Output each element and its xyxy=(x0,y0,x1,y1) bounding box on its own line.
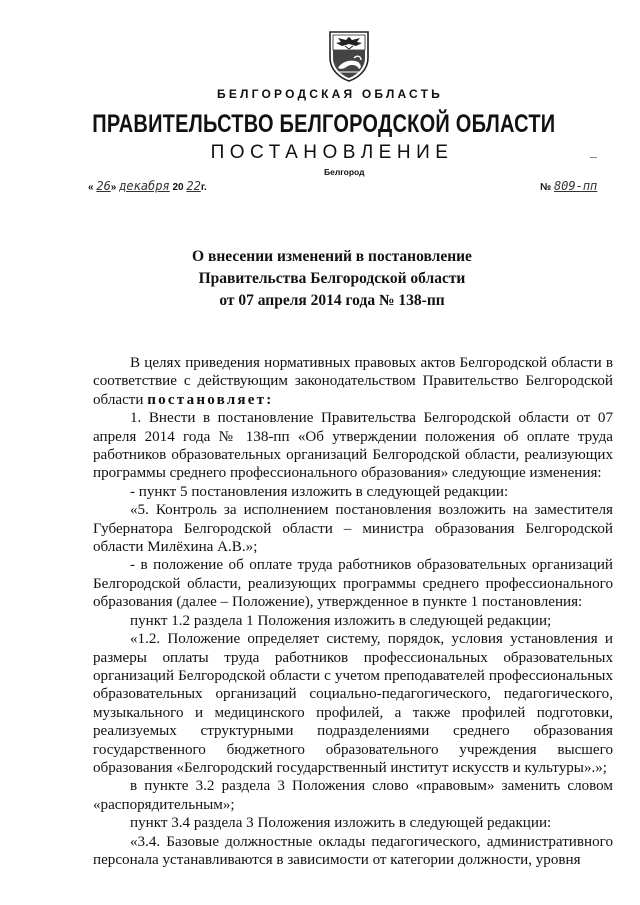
date-day: 26 xyxy=(96,179,111,193)
document-number: 809-пп xyxy=(553,179,598,193)
paragraph-clause-3-4-intro: пункт 3.4 раздела 3 Положения изложить в следующей редакции: xyxy=(130,815,552,832)
title-line-1: О внесении изменений в постановление xyxy=(192,248,472,265)
number-label: № xyxy=(540,182,552,193)
paragraph-clause-1-2-text: «1.2. Положение определяет систему, порядок, условия установления и размеры оплаты труда работников профессиональных образовательных организаций Белгородской области с учетом преподавателей профессиональных образовательных организаций социально-педагогического, педагогического, музыкального и медицинского профилей, а также профилей подготовки, реализуемых структурными подразделениями среднего образования государственного бюджетного образовательного учреждения высшего образования «Белгородский государственный институт искусств и культуры».»; xyxy=(93,631,613,776)
resolves-keyword: постановляет: xyxy=(147,391,274,408)
date-year-prefix: 20 xyxy=(172,182,184,193)
region-heading: БЕЛГОРОДСКАЯ ОБЛАСТЬ xyxy=(217,87,443,101)
document-title xyxy=(0,246,640,312)
date-year-mark: г. xyxy=(200,182,207,193)
coat-of-arms-icon xyxy=(324,28,374,82)
preamble-text: В целях приведения нормативных правовых актов Белгородской области в соответствие с действующим законодательством Правительство Белгородской области xyxy=(93,355,613,408)
date-line xyxy=(88,179,207,193)
quote-open: « xyxy=(88,182,94,193)
paragraph-preamble xyxy=(93,354,613,409)
document-type: ПОСТАНОВЛЕНИЕ xyxy=(210,142,454,163)
title-line-2: Правительства Белгородской области xyxy=(198,270,466,287)
margin-mark xyxy=(590,157,597,158)
date-year-suffix: 22 xyxy=(186,179,201,193)
paragraph-clause-3-4-text: «3.4. Базовые должностные оклады педагогического, административного персонала устанавливаются в зависимости от категории должности, уровня xyxy=(93,833,613,868)
paragraph-item-5-text: «5. Контроль за исполнением постановления возложить на заместителя Губернатора Белгородской области – министра образования Белгородской области Милёхина А.В.»; xyxy=(93,502,613,556)
paragraph-clause-1-2-intro: пункт 1.2 раздела 1 Положения изложить в следующей редакции; xyxy=(130,612,552,629)
paragraph-item-1: 1. Внести в постановление Правительства Белгородской области от 07 апреля 2014 года № 138-пп «Об утверждении положения об оплате труда работников образовательных организаций Белгородской области, реализующих программы среднего профессионального образования» следующие изменения: xyxy=(93,410,613,482)
city-label: Белгород xyxy=(324,167,365,177)
paragraph-clause-3-2: в пункте 3.2 раздела 3 Положения слово «правовым» заменить словом «распорядительным»; xyxy=(93,778,613,813)
number-line xyxy=(540,179,597,193)
paragraph-item-5-intro: - пункт 5 постановления изложить в следующей редакции: xyxy=(130,483,509,500)
quote-close: » xyxy=(110,182,117,193)
government-heading: ПРАВИТЕЛЬСТВО БЕЛГОРОДСКОЙ ОБЛАСТИ xyxy=(92,110,556,138)
document-body xyxy=(93,354,613,869)
date-month: декабря xyxy=(119,179,170,193)
paragraph-regulation-intro: - в положение об оплате труда работников образовательных организаций Белгородской области, реализующих программы среднего профессионального образования (далее – Положение), утвержденное в пункте 1 постановления: xyxy=(93,557,613,611)
title-line-3: от 07 апреля 2014 года № 138-пп xyxy=(219,292,445,309)
